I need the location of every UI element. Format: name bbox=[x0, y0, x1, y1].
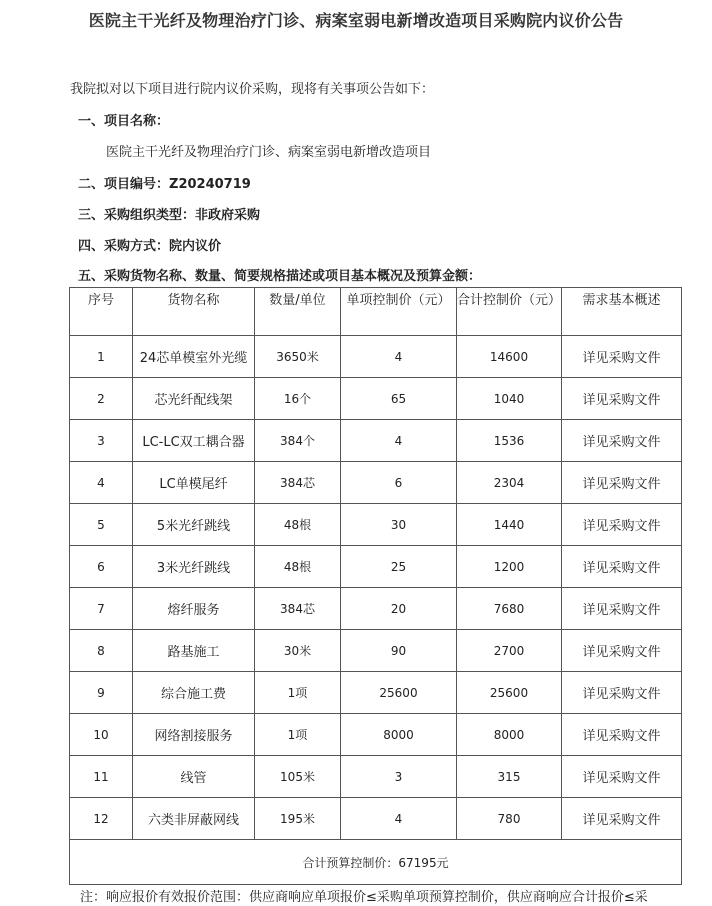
cell-quantity-unit: 3650米 bbox=[255, 336, 341, 378]
cell-goods-name: 熔纤服务 bbox=[133, 588, 255, 630]
cell-index: 4 bbox=[70, 462, 133, 504]
cell-requirements: 详见采购文件 bbox=[562, 672, 682, 714]
cell-index: 9 bbox=[70, 672, 133, 714]
cell-index: 5 bbox=[70, 504, 133, 546]
cell-unit-price: 25 bbox=[341, 546, 457, 588]
intro-text: 我院拟对以下项目进行院内议价采购，现将有关事项公告如下： bbox=[70, 82, 435, 97]
cell-quantity-unit: 384芯 bbox=[255, 462, 341, 504]
cell-index: 11 bbox=[70, 756, 133, 798]
section-label: 五、采购货物名称、数量、简要规格描述或项目基本概况及预算金额： bbox=[78, 269, 482, 284]
cell-index: 6 bbox=[70, 546, 133, 588]
cell-goods-name: 3米光纤跳线 bbox=[133, 546, 255, 588]
table-row bbox=[70, 378, 682, 420]
cell-unit-price: 4 bbox=[341, 336, 457, 378]
procurement-table bbox=[69, 287, 682, 885]
table-row bbox=[70, 504, 682, 546]
table-row bbox=[70, 630, 682, 672]
cell-index: 1 bbox=[70, 336, 133, 378]
cell-total-price: 7680 bbox=[457, 588, 562, 630]
cell-goods-name: 5米光纤跳线 bbox=[133, 504, 255, 546]
section-project-number bbox=[78, 173, 251, 192]
cell-unit-price: 90 bbox=[341, 630, 457, 672]
cell-total-price: 14600 bbox=[457, 336, 562, 378]
cell-quantity-unit: 16个 bbox=[255, 378, 341, 420]
cell-quantity-unit: 1项 bbox=[255, 672, 341, 714]
cell-index: 12 bbox=[70, 798, 133, 840]
table-row bbox=[70, 756, 682, 798]
cell-unit-price: 8000 bbox=[341, 714, 457, 756]
cell-requirements: 详见采购文件 bbox=[562, 588, 682, 630]
cell-requirements: 详见采购文件 bbox=[562, 420, 682, 462]
cell-goods-name: 综合施工费 bbox=[133, 672, 255, 714]
cell-goods-name: 芯光纤配线架 bbox=[133, 378, 255, 420]
col-header-index: 序号 bbox=[70, 288, 133, 336]
cell-index: 7 bbox=[70, 588, 133, 630]
table-row bbox=[70, 462, 682, 504]
table-row bbox=[70, 798, 682, 840]
cell-requirements: 详见采购文件 bbox=[562, 378, 682, 420]
col-header-requirements: 需求基本概述 bbox=[562, 288, 682, 336]
cell-total-price: 1200 bbox=[457, 546, 562, 588]
table-total-row bbox=[70, 840, 682, 885]
cell-requirements: 详见采购文件 bbox=[562, 756, 682, 798]
section-org-type bbox=[78, 204, 260, 223]
cell-unit-price: 25600 bbox=[341, 672, 457, 714]
cell-total-price: 1440 bbox=[457, 504, 562, 546]
cell-unit-price: 65 bbox=[341, 378, 457, 420]
procurement-method-value: 院内议价 bbox=[169, 239, 222, 254]
cell-quantity-unit: 48根 bbox=[255, 504, 341, 546]
cell-goods-name: 六类非屏蔽网线 bbox=[133, 798, 255, 840]
section-goods-list bbox=[78, 265, 481, 284]
table-row bbox=[70, 672, 682, 714]
table-row bbox=[70, 420, 682, 462]
cell-quantity-unit: 384个 bbox=[255, 420, 341, 462]
section-label: 二、项目编号： bbox=[78, 177, 170, 192]
project-name-value: 医院主干光纤及物理治疗门诊、病案室弱电新增改造项目 bbox=[106, 145, 432, 160]
cell-goods-name: LC单模尾纤 bbox=[133, 462, 255, 504]
col-header-goods-name: 货物名称 bbox=[133, 288, 255, 336]
cell-quantity-unit: 195米 bbox=[255, 798, 341, 840]
cell-quantity-unit: 1项 bbox=[255, 714, 341, 756]
table-header-row bbox=[70, 288, 682, 336]
cell-unit-price: 20 bbox=[341, 588, 457, 630]
cell-goods-name: LC-LC双工耦合器 bbox=[133, 420, 255, 462]
page-title: 医院主干光纤及物理治疗门诊、病案室弱电新增改造项目采购院内议价公告 bbox=[88, 11, 624, 30]
cell-total-price: 780 bbox=[457, 798, 562, 840]
org-type-value: 非政府采购 bbox=[195, 208, 261, 223]
cell-total-price: 1040 bbox=[457, 378, 562, 420]
cell-requirements: 详见采购文件 bbox=[562, 462, 682, 504]
section-project-name bbox=[78, 110, 169, 129]
cell-goods-name: 线管 bbox=[133, 756, 255, 798]
cell-unit-price: 6 bbox=[341, 462, 457, 504]
cell-requirements: 详见采购文件 bbox=[562, 714, 682, 756]
note-text: 注：响应报价有效报价范围：供应商响应单项报价≤采购单项预算控制价，供应商响应合计报价≤采 bbox=[80, 890, 648, 905]
cell-requirements: 详见采购文件 bbox=[562, 546, 682, 588]
cell-unit-price: 4 bbox=[341, 420, 457, 462]
cell-total-price: 2304 bbox=[457, 462, 562, 504]
cell-quantity-unit: 48根 bbox=[255, 546, 341, 588]
cell-total-price: 315 bbox=[457, 756, 562, 798]
table-row bbox=[70, 546, 682, 588]
cell-goods-name: 路基施工 bbox=[133, 630, 255, 672]
section-label: 一、项目名称： bbox=[78, 114, 170, 129]
cell-index: 3 bbox=[70, 420, 133, 462]
cell-unit-price: 3 bbox=[341, 756, 457, 798]
project-number-value: Z20240719 bbox=[169, 177, 251, 192]
cell-goods-name: 网络割接服务 bbox=[133, 714, 255, 756]
cell-unit-price: 4 bbox=[341, 798, 457, 840]
section-label: 三、采购组织类型： bbox=[78, 208, 196, 223]
table-row bbox=[70, 714, 682, 756]
budget-total: 合计预算控制价：67195元 bbox=[70, 840, 682, 885]
cell-requirements: 详见采购文件 bbox=[562, 798, 682, 840]
cell-index: 2 bbox=[70, 378, 133, 420]
cell-total-price: 1536 bbox=[457, 420, 562, 462]
cell-quantity-unit: 105米 bbox=[255, 756, 341, 798]
cell-index: 10 bbox=[70, 714, 133, 756]
cell-requirements: 详见采购文件 bbox=[562, 630, 682, 672]
section-label: 四、采购方式： bbox=[78, 239, 170, 254]
cell-total-price: 8000 bbox=[457, 714, 562, 756]
col-header-unit-price: 单项控制价（元） bbox=[341, 288, 457, 336]
col-header-total-price: 合计控制价（元） bbox=[457, 288, 562, 336]
cell-goods-name: 24芯单模室外光缆 bbox=[133, 336, 255, 378]
cell-requirements: 详见采购文件 bbox=[562, 336, 682, 378]
cell-quantity-unit: 384芯 bbox=[255, 588, 341, 630]
col-header-quantity-unit: 数量/单位 bbox=[255, 288, 341, 336]
section-procurement-method bbox=[78, 235, 221, 254]
cell-quantity-unit: 30米 bbox=[255, 630, 341, 672]
cell-total-price: 25600 bbox=[457, 672, 562, 714]
cell-index: 8 bbox=[70, 630, 133, 672]
cell-total-price: 2700 bbox=[457, 630, 562, 672]
cell-requirements: 详见采购文件 bbox=[562, 504, 682, 546]
table-row bbox=[70, 336, 682, 378]
cell-unit-price: 30 bbox=[341, 504, 457, 546]
table-row bbox=[70, 588, 682, 630]
